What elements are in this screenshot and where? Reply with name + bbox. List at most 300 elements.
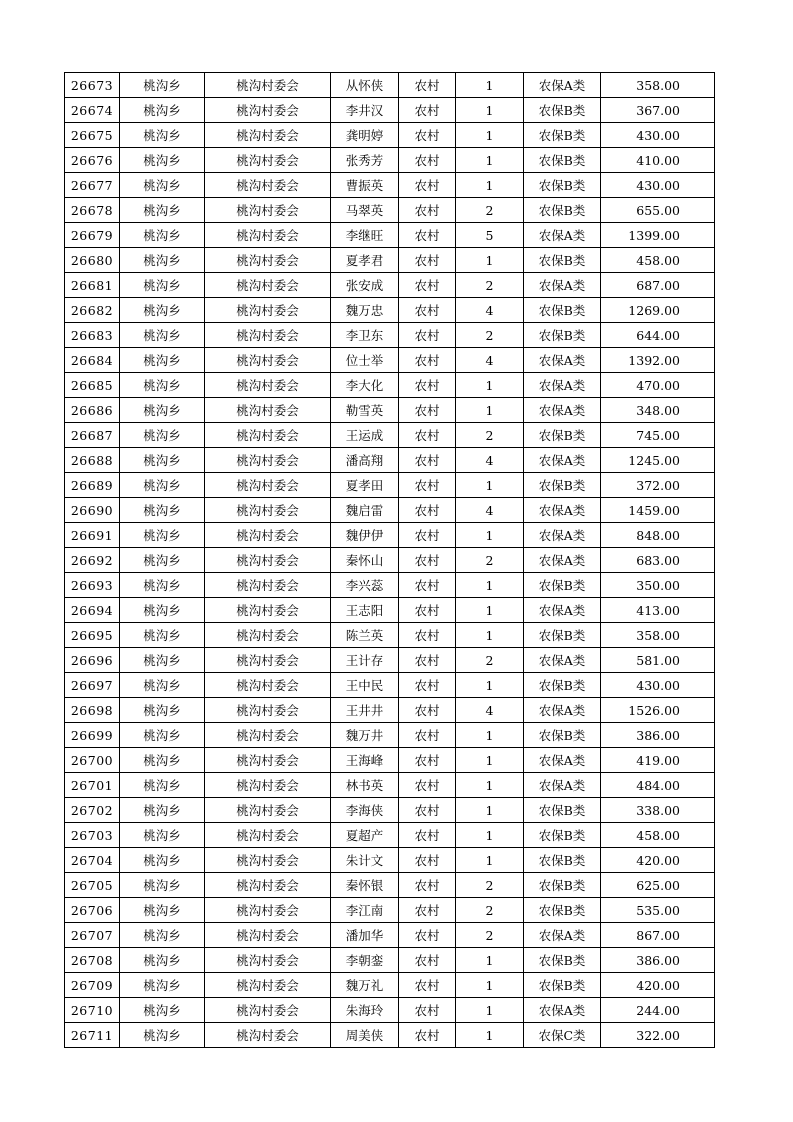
cell-category: 农保B类: [524, 848, 601, 873]
cell-type: 农村: [399, 798, 456, 823]
cell-township: 桃沟乡: [120, 673, 205, 698]
cell-amount: 458.00: [601, 248, 715, 273]
cell-amount: 420.00: [601, 973, 715, 998]
cell-id: 26685: [65, 373, 120, 398]
cell-count: 2: [456, 198, 524, 223]
cell-id: 26675: [65, 123, 120, 148]
cell-category: 农保A类: [524, 273, 601, 298]
cell-name: 王计存: [331, 648, 399, 673]
cell-township: 桃沟乡: [120, 473, 205, 498]
cell-id: 26693: [65, 573, 120, 598]
cell-amount: 1459.00: [601, 498, 715, 523]
cell-id: 26706: [65, 898, 120, 923]
cell-amount: 655.00: [601, 198, 715, 223]
cell-count: 4: [456, 348, 524, 373]
cell-township: 桃沟乡: [120, 773, 205, 798]
table-row: [65, 623, 715, 648]
cell-category: 农保A类: [524, 498, 601, 523]
cell-township: 桃沟乡: [120, 873, 205, 898]
cell-committee: 桃沟村委会: [205, 523, 331, 548]
cell-count: 1: [456, 373, 524, 398]
cell-type: 农村: [399, 73, 456, 98]
table-row: [65, 448, 715, 473]
cell-category: 农保B类: [524, 948, 601, 973]
table-row: [65, 873, 715, 898]
cell-category: 农保A类: [524, 998, 601, 1023]
cell-id: 26699: [65, 723, 120, 748]
cell-committee: 桃沟村委会: [205, 273, 331, 298]
cell-amount: 386.00: [601, 723, 715, 748]
cell-type: 农村: [399, 773, 456, 798]
cell-name: 秦怀山: [331, 548, 399, 573]
cell-amount: 338.00: [601, 798, 715, 823]
cell-id: 26703: [65, 823, 120, 848]
cell-type: 农村: [399, 1023, 456, 1048]
cell-name: 马翠英: [331, 198, 399, 223]
cell-committee: 桃沟村委会: [205, 248, 331, 273]
cell-category: 农保A类: [524, 648, 601, 673]
table-row: [65, 148, 715, 173]
cell-committee: 桃沟村委会: [205, 823, 331, 848]
cell-amount: 1245.00: [601, 448, 715, 473]
table-row: [65, 398, 715, 423]
cell-amount: 625.00: [601, 873, 715, 898]
cell-category: 农保B类: [524, 723, 601, 748]
cell-id: 26705: [65, 873, 120, 898]
cell-township: 桃沟乡: [120, 423, 205, 448]
cell-category: 农保B类: [524, 123, 601, 148]
cell-type: 农村: [399, 223, 456, 248]
cell-category: 农保A类: [524, 373, 601, 398]
cell-amount: 470.00: [601, 373, 715, 398]
cell-name: 李井汉: [331, 98, 399, 123]
cell-township: 桃沟乡: [120, 148, 205, 173]
cell-type: 农村: [399, 523, 456, 548]
cell-name: 从怀侠: [331, 73, 399, 98]
table-row: [65, 998, 715, 1023]
cell-committee: 桃沟村委会: [205, 148, 331, 173]
table-row: [65, 673, 715, 698]
cell-type: 农村: [399, 723, 456, 748]
cell-amount: 458.00: [601, 823, 715, 848]
cell-name: 王井井: [331, 698, 399, 723]
cell-category: 农保A类: [524, 73, 601, 98]
cell-id: 26677: [65, 173, 120, 198]
cell-township: 桃沟乡: [120, 948, 205, 973]
cell-committee: 桃沟村委会: [205, 898, 331, 923]
cell-township: 桃沟乡: [120, 323, 205, 348]
cell-id: 26676: [65, 148, 120, 173]
cell-name: 朱计文: [331, 848, 399, 873]
cell-id: 26686: [65, 398, 120, 423]
cell-id: 26679: [65, 223, 120, 248]
cell-amount: 430.00: [601, 673, 715, 698]
cell-category: 农保B类: [524, 173, 601, 198]
cell-name: 李海侠: [331, 798, 399, 823]
cell-amount: 358.00: [601, 73, 715, 98]
cell-township: 桃沟乡: [120, 273, 205, 298]
cell-type: 农村: [399, 998, 456, 1023]
cell-count: 1: [456, 948, 524, 973]
cell-township: 桃沟乡: [120, 523, 205, 548]
cell-id: 26701: [65, 773, 120, 798]
cell-type: 农村: [399, 898, 456, 923]
cell-name: 夏超产: [331, 823, 399, 848]
cell-count: 1: [456, 973, 524, 998]
cell-amount: 372.00: [601, 473, 715, 498]
cell-township: 桃沟乡: [120, 498, 205, 523]
cell-type: 农村: [399, 198, 456, 223]
cell-count: 1: [456, 823, 524, 848]
cell-category: 农保B类: [524, 148, 601, 173]
cell-id: 26688: [65, 448, 120, 473]
cell-committee: 桃沟村委会: [205, 473, 331, 498]
cell-township: 桃沟乡: [120, 698, 205, 723]
cell-type: 农村: [399, 848, 456, 873]
table-row: [65, 298, 715, 323]
cell-count: 4: [456, 448, 524, 473]
cell-committee: 桃沟村委会: [205, 748, 331, 773]
cell-type: 农村: [399, 498, 456, 523]
cell-count: 1: [456, 473, 524, 498]
cell-committee: 桃沟村委会: [205, 198, 331, 223]
cell-count: 1: [456, 523, 524, 548]
cell-committee: 桃沟村委会: [205, 323, 331, 348]
cell-type: 农村: [399, 748, 456, 773]
cell-type: 农村: [399, 698, 456, 723]
cell-id: 26690: [65, 498, 120, 523]
cell-committee: 桃沟村委会: [205, 548, 331, 573]
cell-type: 农村: [399, 98, 456, 123]
cell-category: 农保A类: [524, 348, 601, 373]
cell-name: 魏万忠: [331, 298, 399, 323]
cell-township: 桃沟乡: [120, 173, 205, 198]
cell-type: 农村: [399, 873, 456, 898]
cell-id: 26678: [65, 198, 120, 223]
cell-committee: 桃沟村委会: [205, 598, 331, 623]
cell-category: 农保B类: [524, 198, 601, 223]
cell-type: 农村: [399, 598, 456, 623]
cell-id: 26684: [65, 348, 120, 373]
cell-township: 桃沟乡: [120, 373, 205, 398]
cell-committee: 桃沟村委会: [205, 673, 331, 698]
cell-amount: 358.00: [601, 623, 715, 648]
cell-township: 桃沟乡: [120, 573, 205, 598]
cell-count: 1: [456, 123, 524, 148]
table-row: [65, 748, 715, 773]
cell-committee: 桃沟村委会: [205, 773, 331, 798]
cell-township: 桃沟乡: [120, 648, 205, 673]
table-row: [65, 548, 715, 573]
table-row: [65, 723, 715, 748]
cell-id: 26682: [65, 298, 120, 323]
table-row: [65, 323, 715, 348]
cell-count: 1: [456, 798, 524, 823]
table-row: [65, 1023, 715, 1048]
cell-township: 桃沟乡: [120, 823, 205, 848]
cell-category: 农保B类: [524, 623, 601, 648]
benefits-table-body: [65, 73, 715, 1048]
cell-amount: 1526.00: [601, 698, 715, 723]
table-row: [65, 523, 715, 548]
table-row: [65, 598, 715, 623]
cell-name: 张秀芳: [331, 148, 399, 173]
cell-category: 农保C类: [524, 1023, 601, 1048]
table-row: [65, 823, 715, 848]
cell-count: 5: [456, 223, 524, 248]
cell-category: 农保A类: [524, 748, 601, 773]
cell-committee: 桃沟村委会: [205, 698, 331, 723]
cell-committee: 桃沟村委会: [205, 848, 331, 873]
cell-id: 26692: [65, 548, 120, 573]
cell-township: 桃沟乡: [120, 973, 205, 998]
cell-amount: 535.00: [601, 898, 715, 923]
cell-committee: 桃沟村委会: [205, 173, 331, 198]
cell-type: 农村: [399, 548, 456, 573]
cell-type: 农村: [399, 273, 456, 298]
cell-id: 26681: [65, 273, 120, 298]
benefits-table: [64, 72, 715, 1048]
cell-committee: 桃沟村委会: [205, 123, 331, 148]
cell-township: 桃沟乡: [120, 723, 205, 748]
cell-name: 魏万礼: [331, 973, 399, 998]
cell-count: 4: [456, 698, 524, 723]
cell-type: 农村: [399, 298, 456, 323]
cell-id: 26707: [65, 923, 120, 948]
cell-type: 农村: [399, 373, 456, 398]
cell-category: 农保A类: [524, 773, 601, 798]
table-row: [65, 273, 715, 298]
table-row: [65, 248, 715, 273]
cell-category: 农保A类: [524, 448, 601, 473]
cell-committee: 桃沟村委会: [205, 98, 331, 123]
cell-category: 农保B类: [524, 573, 601, 598]
table-row: [65, 123, 715, 148]
cell-township: 桃沟乡: [120, 1023, 205, 1048]
cell-id: 26694: [65, 598, 120, 623]
cell-count: 2: [456, 898, 524, 923]
cell-committee: 桃沟村委会: [205, 498, 331, 523]
cell-township: 桃沟乡: [120, 298, 205, 323]
cell-id: 26700: [65, 748, 120, 773]
cell-committee: 桃沟村委会: [205, 998, 331, 1023]
table-row: [65, 773, 715, 798]
cell-count: 1: [456, 723, 524, 748]
cell-township: 桃沟乡: [120, 748, 205, 773]
cell-type: 农村: [399, 923, 456, 948]
table-row: [65, 98, 715, 123]
cell-id: 26687: [65, 423, 120, 448]
cell-category: 农保B类: [524, 873, 601, 898]
cell-category: 农保B类: [524, 323, 601, 348]
cell-township: 桃沟乡: [120, 98, 205, 123]
cell-count: 1: [456, 773, 524, 798]
cell-count: 2: [456, 923, 524, 948]
cell-amount: 410.00: [601, 148, 715, 173]
cell-id: 26709: [65, 973, 120, 998]
cell-id: 26702: [65, 798, 120, 823]
cell-name: 李朝銮: [331, 948, 399, 973]
cell-amount: 581.00: [601, 648, 715, 673]
cell-id: 26696: [65, 648, 120, 673]
cell-count: 4: [456, 498, 524, 523]
table-row: [65, 848, 715, 873]
cell-count: 4: [456, 298, 524, 323]
cell-category: 农保A类: [524, 398, 601, 423]
cell-name: 秦怀银: [331, 873, 399, 898]
cell-type: 农村: [399, 448, 456, 473]
cell-amount: 244.00: [601, 998, 715, 1023]
cell-name: 李继旺: [331, 223, 399, 248]
cell-category: 农保A类: [524, 598, 601, 623]
cell-category: 农保A类: [524, 523, 601, 548]
cell-type: 农村: [399, 348, 456, 373]
cell-township: 桃沟乡: [120, 123, 205, 148]
cell-type: 农村: [399, 573, 456, 598]
cell-amount: 348.00: [601, 398, 715, 423]
cell-type: 农村: [399, 673, 456, 698]
table-row: [65, 373, 715, 398]
cell-category: 农保B类: [524, 248, 601, 273]
cell-id: 26680: [65, 248, 120, 273]
table-row: [65, 73, 715, 98]
table-row: [65, 498, 715, 523]
cell-count: 1: [456, 748, 524, 773]
cell-committee: 桃沟村委会: [205, 873, 331, 898]
cell-count: 1: [456, 848, 524, 873]
table-row: [65, 948, 715, 973]
cell-type: 农村: [399, 398, 456, 423]
cell-township: 桃沟乡: [120, 798, 205, 823]
cell-name: 曹振英: [331, 173, 399, 198]
cell-category: 农保B类: [524, 473, 601, 498]
cell-id: 26710: [65, 998, 120, 1023]
cell-amount: 867.00: [601, 923, 715, 948]
cell-township: 桃沟乡: [120, 198, 205, 223]
cell-township: 桃沟乡: [120, 598, 205, 623]
cell-committee: 桃沟村委会: [205, 923, 331, 948]
cell-committee: 桃沟村委会: [205, 398, 331, 423]
cell-category: 农保B类: [524, 798, 601, 823]
cell-id: 26673: [65, 73, 120, 98]
cell-township: 桃沟乡: [120, 448, 205, 473]
cell-name: 王运成: [331, 423, 399, 448]
cell-name: 李江南: [331, 898, 399, 923]
cell-committee: 桃沟村委会: [205, 798, 331, 823]
cell-type: 农村: [399, 248, 456, 273]
cell-id: 26689: [65, 473, 120, 498]
cell-township: 桃沟乡: [120, 348, 205, 373]
cell-count: 1: [456, 398, 524, 423]
cell-committee: 桃沟村委会: [205, 223, 331, 248]
cell-amount: 848.00: [601, 523, 715, 548]
cell-amount: 1269.00: [601, 298, 715, 323]
cell-committee: 桃沟村委会: [205, 723, 331, 748]
cell-committee: 桃沟村委会: [205, 948, 331, 973]
cell-amount: 430.00: [601, 173, 715, 198]
cell-category: 农保B类: [524, 898, 601, 923]
cell-count: 2: [456, 648, 524, 673]
cell-count: 1: [456, 248, 524, 273]
cell-township: 桃沟乡: [120, 923, 205, 948]
cell-name: 李卫东: [331, 323, 399, 348]
cell-name: 林书英: [331, 773, 399, 798]
cell-committee: 桃沟村委会: [205, 623, 331, 648]
cell-committee: 桃沟村委会: [205, 348, 331, 373]
table-row: [65, 923, 715, 948]
cell-count: 2: [456, 273, 524, 298]
cell-type: 农村: [399, 423, 456, 448]
cell-name: 王志阳: [331, 598, 399, 623]
cell-count: 2: [456, 423, 524, 448]
cell-type: 农村: [399, 823, 456, 848]
cell-amount: 745.00: [601, 423, 715, 448]
cell-name: 魏万井: [331, 723, 399, 748]
cell-count: 1: [456, 73, 524, 98]
cell-count: 1: [456, 1023, 524, 1048]
cell-id: 26708: [65, 948, 120, 973]
cell-type: 农村: [399, 323, 456, 348]
cell-committee: 桃沟村委会: [205, 423, 331, 448]
cell-count: 1: [456, 98, 524, 123]
cell-township: 桃沟乡: [120, 548, 205, 573]
cell-amount: 386.00: [601, 948, 715, 973]
cell-township: 桃沟乡: [120, 223, 205, 248]
cell-type: 农村: [399, 973, 456, 998]
cell-category: 农保A类: [524, 923, 601, 948]
cell-committee: 桃沟村委会: [205, 973, 331, 998]
cell-committee: 桃沟村委会: [205, 373, 331, 398]
cell-amount: 1399.00: [601, 223, 715, 248]
cell-count: 2: [456, 873, 524, 898]
table-row: [65, 198, 715, 223]
cell-name: 夏孝田: [331, 473, 399, 498]
cell-type: 农村: [399, 173, 456, 198]
cell-count: 2: [456, 323, 524, 348]
cell-amount: 683.00: [601, 548, 715, 573]
table-row: [65, 423, 715, 448]
cell-name: 李大化: [331, 373, 399, 398]
cell-category: 农保A类: [524, 548, 601, 573]
cell-township: 桃沟乡: [120, 998, 205, 1023]
cell-committee: 桃沟村委会: [205, 448, 331, 473]
cell-name: 魏启雷: [331, 498, 399, 523]
cell-id: 26695: [65, 623, 120, 648]
cell-township: 桃沟乡: [120, 623, 205, 648]
cell-category: 农保B类: [524, 423, 601, 448]
cell-committee: 桃沟村委会: [205, 73, 331, 98]
cell-type: 农村: [399, 948, 456, 973]
cell-township: 桃沟乡: [120, 73, 205, 98]
table-row: [65, 348, 715, 373]
cell-category: 农保B类: [524, 298, 601, 323]
cell-category: 农保B类: [524, 673, 601, 698]
cell-id: 26698: [65, 698, 120, 723]
cell-name: 潘加华: [331, 923, 399, 948]
cell-amount: 413.00: [601, 598, 715, 623]
cell-amount: 419.00: [601, 748, 715, 773]
cell-township: 桃沟乡: [120, 398, 205, 423]
cell-township: 桃沟乡: [120, 248, 205, 273]
cell-count: 1: [456, 598, 524, 623]
table-row: [65, 698, 715, 723]
cell-name: 魏伊伊: [331, 523, 399, 548]
cell-name: 夏孝君: [331, 248, 399, 273]
cell-name: 朱海玲: [331, 998, 399, 1023]
cell-type: 农村: [399, 123, 456, 148]
cell-amount: 350.00: [601, 573, 715, 598]
cell-category: 农保B类: [524, 973, 601, 998]
